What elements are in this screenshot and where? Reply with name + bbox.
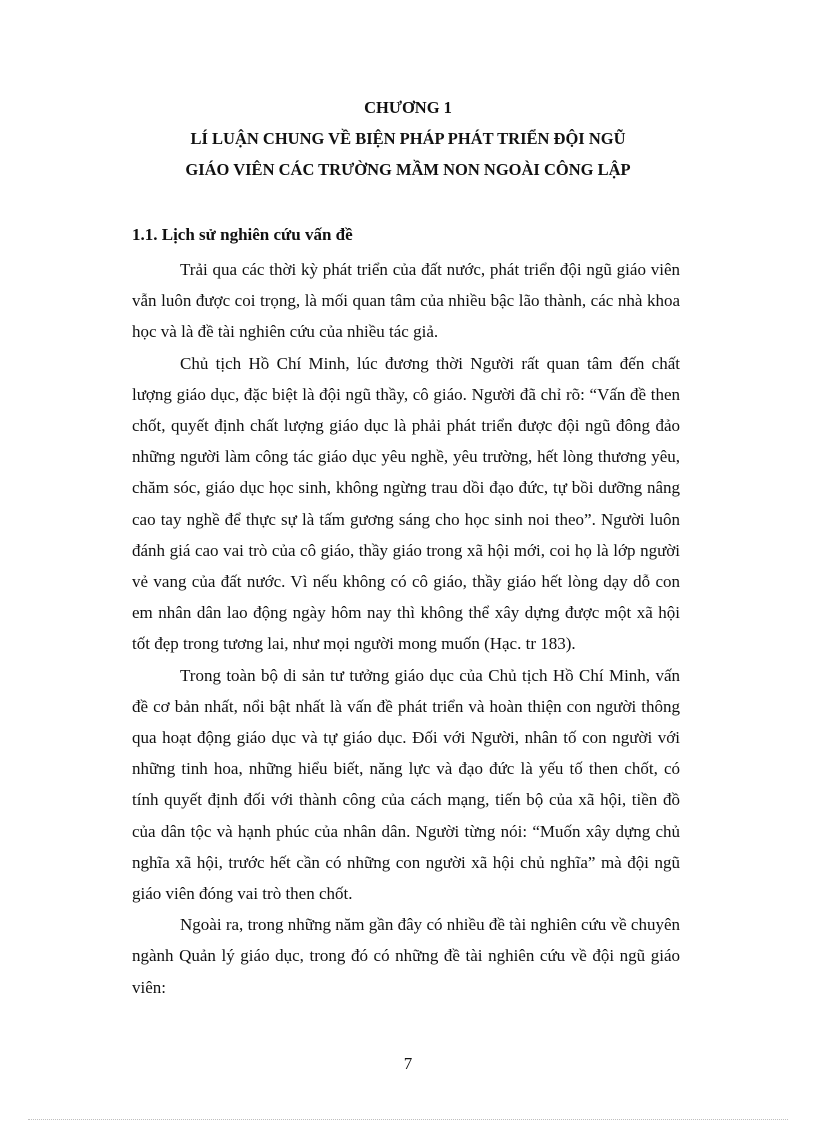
page-number: 7 — [403, 1054, 413, 1073]
page-bottom-edge — [28, 1119, 788, 1120]
chapter-number: CHƯƠNG 1 — [364, 98, 452, 117]
paragraph-4: Ngoài ra, trong những năm gần đây có nhiều đề tài nghiên cứu về chuyên ngành Quản lý giáo dục, trong đó có những đề tài nghiên cứu về đội ngũ giáo viên: — [132, 915, 680, 997]
body-text — [132, 254, 680, 1003]
chapter-title-line-2: GIÁO VIÊN CÁC TRƯỜNG MẦM NON NGOÀI CÔNG LẬP — [185, 160, 631, 179]
paragraph-1: Trải qua các thời kỳ phát triển của đất nước, phát triển đội ngũ giáo viên vẫn luôn được coi trọng, là mối quan tâm của nhiều bậc lão thành, các nhà khoa học và là đề tài nghiên cứu của nhiều tác giả. — [132, 260, 680, 342]
chapter-title-line-1: LÍ LUẬN CHUNG VỀ BIỆN PHÁP PHÁT TRIỂN ĐỘI NGŨ — [190, 129, 626, 148]
paragraph-2: Chủ tịch Hồ Chí Minh, lúc đương thời Người rất quan tâm đến chất lượng giáo dục, đặc biệt là đội ngũ thầy, cô giáo. Người đã chỉ rõ: “Vấn đề then chốt, quyết định chất lượng giáo dục là phải phát triển được đội ngũ đông đảo những người làm công tác giáo dục yêu nghề, yêu trường, hết lòng thương yêu, chăm sóc, giáo dục học sinh, không ngừng trau dồi đạo đức, tự bồi dưỡng nâng cao tay nghề để thực sự là tấm gương sáng cho học sinh noi theo”. Người luôn đánh giá cao vai trò của cô giáo, thầy giáo trong xã hội mới, coi họ là lớp người vẻ vang của đất nước. Vì nếu không có cô giáo, thầy giáo hết lòng dạy dỗ con em nhân dân lao động ngày hôm nay thì không thể xây dựng được một xã hội tốt đẹp trong tương lai, như mọi người mong muốn (Hạc. tr 183). — [132, 353, 680, 654]
paragraph-3: Trong toàn bộ di sản tư tưởng giáo dục của Chủ tịch Hồ Chí Minh, vấn đề cơ bản nhất, nổi bật nhất là vấn đề phát triển và hoàn thiện con người thông qua hoạt động giáo dục và tự giáo dục. Đối với Người, nhân tố con người với những tinh hoa, những hiểu biết, năng lực và đạo đức là yếu tố then chốt, có tính quyết định đối với thành công của cách mạng, tiến bộ của xã hội, tiền đồ của dân tộc và hạnh phúc của nhân dân. Người từng nói: “Muốn xây dựng chủ nghĩa xã hội, trước hết cần có những con người xã hội chủ nghĩa” mà đội ngũ giáo viên đóng vai trò then chốt. — [132, 665, 680, 904]
section-heading: 1.1. Lịch sử nghiên cứu vấn đề — [132, 225, 353, 244]
chapter-header — [0, 92, 816, 185]
